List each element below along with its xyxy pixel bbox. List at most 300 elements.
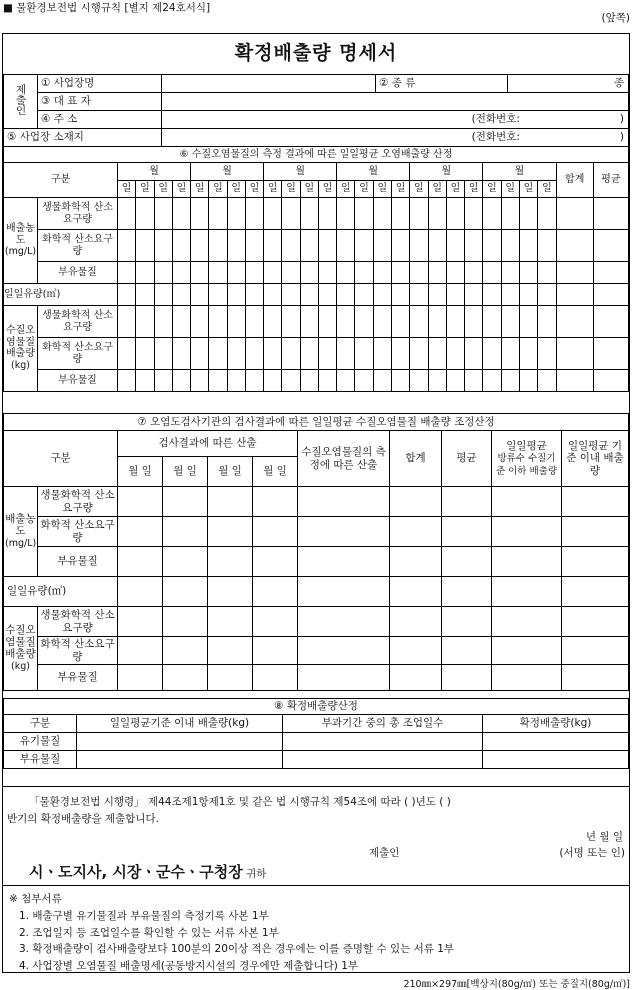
s6-value-cell[interactable]	[556, 306, 593, 338]
s6-value-cell[interactable]	[593, 338, 628, 370]
s6-value-cell[interactable]	[154, 306, 172, 338]
attach-title: ※ 첨부서류	[9, 893, 62, 905]
s6-value-cell[interactable]	[337, 198, 355, 230]
s7-value-cell[interactable]	[492, 637, 562, 665]
s6-value-cell[interactable]	[428, 198, 446, 230]
s6-value-cell[interactable]	[282, 338, 300, 370]
decl-text2: 반기의 확정배출량을 제출합니다.	[7, 813, 160, 825]
s6-value-cell[interactable]	[282, 306, 300, 338]
s6-value-cell[interactable]	[136, 370, 154, 392]
s7-value-cell[interactable]	[442, 517, 492, 547]
s6-value-cell[interactable]	[154, 230, 172, 262]
s7-value-cell[interactable]	[118, 517, 163, 547]
s6-value-cell[interactable]	[465, 230, 483, 262]
s6-value-cell[interactable]	[465, 370, 483, 392]
s7-value-cell[interactable]	[118, 577, 163, 607]
s7-value-cell[interactable]	[442, 547, 492, 577]
s6-value-cell[interactable]	[483, 198, 501, 230]
s6-value-cell[interactable]	[391, 306, 409, 338]
s6-value-cell[interactable]	[227, 198, 245, 230]
s6-day-header: 일	[501, 181, 519, 198]
s6-value-cell[interactable]	[136, 198, 154, 230]
s7-value-cell[interactable]	[208, 547, 253, 577]
s6-value-cell[interactable]	[337, 370, 355, 392]
s7-monthday: 월 일	[118, 457, 163, 487]
s6-value-cell[interactable]	[136, 284, 154, 306]
s6-value-cell[interactable]	[373, 262, 391, 284]
s6-value-cell[interactable]	[519, 198, 537, 230]
s7-monthday: 월 일	[163, 457, 208, 487]
s7-load-cod-label: 화학적 산소요구량	[38, 637, 118, 665]
s6-value-cell[interactable]	[337, 262, 355, 284]
s6-value-cell[interactable]	[373, 198, 391, 230]
s6-value-cell[interactable]	[264, 338, 282, 370]
s6-value-cell[interactable]	[593, 198, 628, 230]
s6-value-cell[interactable]	[245, 306, 263, 338]
s7-value-cell[interactable]	[253, 577, 298, 607]
s6-value-cell[interactable]	[318, 338, 336, 370]
s6-value-cell[interactable]	[501, 198, 519, 230]
page-side-label: (앞쪽)	[601, 12, 630, 24]
s6-value-cell[interactable]	[428, 284, 446, 306]
s6-value-cell[interactable]	[154, 370, 172, 392]
s7-value-cell[interactable]	[208, 607, 253, 637]
s6-value-cell[interactable]	[538, 338, 557, 370]
s7-value-cell[interactable]	[562, 547, 629, 577]
s6-month: 월	[191, 163, 264, 181]
s6-value-cell[interactable]	[446, 262, 464, 284]
s8-cell[interactable]	[77, 733, 283, 751]
s6-value-cell[interactable]	[172, 306, 190, 338]
s7-value-cell[interactable]	[562, 637, 629, 665]
s7-value-cell[interactable]	[208, 577, 253, 607]
s6-value-cell[interactable]	[355, 306, 373, 338]
s7-value-cell[interactable]	[562, 665, 629, 691]
s7-value-cell[interactable]	[442, 577, 492, 607]
s6-value-cell[interactable]	[318, 306, 336, 338]
s6-value-cell[interactable]	[245, 230, 263, 262]
attach-item: 3. 확정배출량이 검사배출량보다 100분의 20이상 적은 경우에는 이를 증명할 수 있는 서류 1부	[19, 943, 455, 955]
s6-value-cell[interactable]	[483, 284, 501, 306]
s7-value-cell[interactable]	[442, 607, 492, 637]
s6-value-cell[interactable]	[519, 230, 537, 262]
s8-cell[interactable]	[483, 751, 629, 769]
s6-value-cell[interactable]	[373, 306, 391, 338]
s6-day-header: 일	[410, 181, 428, 198]
s6-day-header: 일	[428, 181, 446, 198]
s7-emission-label: 배출농도 (mg/L)	[4, 487, 38, 577]
s6-value-cell[interactable]	[209, 230, 227, 262]
s7-value-cell[interactable]	[390, 547, 442, 577]
s6-value-cell[interactable]	[264, 306, 282, 338]
s6-value-cell[interactable]	[300, 230, 318, 262]
s6-value-cell[interactable]	[373, 230, 391, 262]
s6-cod-label: 화학적 산소요구량	[38, 230, 118, 262]
s6-value-cell[interactable]	[410, 284, 428, 306]
s6-value-cell[interactable]	[337, 338, 355, 370]
s6-value-cell[interactable]	[483, 306, 501, 338]
s6-value-cell[interactable]	[355, 370, 373, 392]
s7-value-cell[interactable]	[253, 637, 298, 665]
s6-day-header: 일	[264, 181, 282, 198]
s7-value-cell[interactable]	[163, 607, 208, 637]
s7-value-cell[interactable]	[163, 577, 208, 607]
s6-value-cell[interactable]	[191, 338, 209, 370]
s6-value-cell[interactable]	[519, 306, 537, 338]
s6-value-cell[interactable]	[465, 198, 483, 230]
s6-day-header: 일	[191, 181, 209, 198]
s6-value-cell[interactable]	[501, 230, 519, 262]
s6-value-cell[interactable]	[172, 338, 190, 370]
s7-value-cell[interactable]	[492, 517, 562, 547]
s6-value-cell[interactable]	[245, 370, 263, 392]
s6-value-cell[interactable]	[538, 284, 557, 306]
s6-value-cell[interactable]	[501, 262, 519, 284]
s6-load-cod-label: 화학적 산소요구량	[38, 338, 118, 370]
s7-value-cell[interactable]	[118, 637, 163, 665]
s6-value-cell[interactable]	[209, 306, 227, 338]
s7-value-cell[interactable]	[298, 517, 390, 547]
s6-value-cell[interactable]	[410, 370, 428, 392]
s7-value-cell[interactable]	[298, 665, 390, 691]
s6-value-cell[interactable]	[391, 198, 409, 230]
s6-value-cell[interactable]	[282, 230, 300, 262]
s6-value-cell[interactable]	[593, 230, 628, 262]
s7-flow-label: 일일유량(㎥)	[4, 577, 118, 607]
s6-value-cell[interactable]	[519, 370, 537, 392]
s7-value-cell[interactable]	[492, 577, 562, 607]
s7-value-cell[interactable]	[390, 665, 442, 691]
s7-value-cell[interactable]	[163, 665, 208, 691]
s6-value-cell[interactable]	[483, 230, 501, 262]
s6-ss-label: 부유물질	[38, 262, 118, 284]
address-field[interactable]: (전화번호: )	[162, 111, 629, 129]
s6-value-cell[interactable]	[136, 306, 154, 338]
s6-value-cell[interactable]	[483, 338, 501, 370]
s6-value-cell[interactable]	[465, 284, 483, 306]
s6-day-header: 일	[465, 181, 483, 198]
attach-list	[19, 908, 454, 974]
s7-value-cell[interactable]	[562, 517, 629, 547]
s6-day-header: 일	[227, 181, 245, 198]
s6-value-cell[interactable]	[391, 338, 409, 370]
s6-value-cell[interactable]	[428, 306, 446, 338]
attach-item: 1. 배출구별 유기물질과 부유물질의 측정기록 사본 1부	[19, 910, 269, 922]
s7-value-cell[interactable]	[208, 517, 253, 547]
s7-value-cell[interactable]	[442, 637, 492, 665]
s6-value-cell[interactable]	[355, 230, 373, 262]
s6-value-cell[interactable]	[410, 262, 428, 284]
s6-value-cell[interactable]	[264, 262, 282, 284]
s6-value-cell[interactable]	[501, 370, 519, 392]
s7-value-cell[interactable]	[492, 607, 562, 637]
s7-value-cell[interactable]	[208, 487, 253, 517]
s6-value-cell[interactable]	[245, 284, 263, 306]
s6-value-cell[interactable]	[355, 338, 373, 370]
s7-daily-avg: 일일평균 방류수 수질기준 이하 배출량	[492, 431, 562, 487]
s6-value-cell[interactable]	[501, 338, 519, 370]
s6-value-cell[interactable]	[538, 262, 557, 284]
s6-value-cell[interactable]	[136, 338, 154, 370]
s6-value-cell[interactable]	[154, 338, 172, 370]
s7-value-cell[interactable]	[390, 607, 442, 637]
applicant-label: 제출인	[4, 75, 38, 129]
s6-value-cell[interactable]	[300, 306, 318, 338]
location-field[interactable]: (전화번호: )	[162, 129, 629, 147]
s6-value-cell[interactable]	[318, 262, 336, 284]
s6-value-cell[interactable]	[538, 198, 557, 230]
s7-value-cell[interactable]	[118, 487, 163, 517]
s7-value-cell[interactable]	[253, 487, 298, 517]
s6-value-cell[interactable]	[483, 370, 501, 392]
s6-value-cell[interactable]	[318, 370, 336, 392]
s7-value-cell[interactable]	[163, 547, 208, 577]
s6-value-cell[interactable]	[227, 284, 245, 306]
s6-value-cell[interactable]	[465, 306, 483, 338]
s6-load-label: 수질오염물질배출량 (kg)	[4, 306, 38, 392]
s6-value-cell[interactable]	[428, 370, 446, 392]
s6-value-cell[interactable]	[245, 338, 263, 370]
s6-value-cell[interactable]	[172, 262, 190, 284]
s7-value-cell[interactable]	[163, 517, 208, 547]
s6-value-cell[interactable]	[245, 262, 263, 284]
s7-value-cell[interactable]	[253, 607, 298, 637]
s6-value-cell[interactable]	[519, 338, 537, 370]
s6-value-cell[interactable]	[264, 230, 282, 262]
s6-value-cell[interactable]	[318, 198, 336, 230]
s6-value-cell[interactable]	[118, 338, 136, 370]
s6-value-cell[interactable]	[264, 284, 282, 306]
s6-value-cell[interactable]	[227, 230, 245, 262]
decl-submitter: 제출인	[369, 847, 400, 859]
s7-value-cell[interactable]	[298, 607, 390, 637]
section7-table	[3, 413, 629, 691]
s6-value-cell[interactable]	[172, 284, 190, 306]
s6-day-header: 일	[282, 181, 300, 198]
s6-value-cell[interactable]	[118, 306, 136, 338]
s7-value-cell[interactable]	[390, 637, 442, 665]
s8-cell[interactable]	[483, 733, 629, 751]
s6-value-cell[interactable]	[428, 230, 446, 262]
s6-value-cell[interactable]	[282, 370, 300, 392]
s6-value-cell[interactable]	[556, 370, 593, 392]
s6-value-cell[interactable]	[446, 198, 464, 230]
s6-value-cell[interactable]	[136, 262, 154, 284]
s6-value-cell[interactable]	[264, 198, 282, 230]
s6-value-cell[interactable]	[593, 306, 628, 338]
s6-value-cell[interactable]	[136, 230, 154, 262]
s8-cell[interactable]	[77, 751, 283, 769]
s6-value-cell[interactable]	[282, 198, 300, 230]
s6-value-cell[interactable]	[446, 338, 464, 370]
s6-value-cell[interactable]	[191, 284, 209, 306]
s6-value-cell[interactable]	[446, 230, 464, 262]
s6-value-cell[interactable]	[373, 284, 391, 306]
s6-value-cell[interactable]	[191, 370, 209, 392]
s6-value-cell[interactable]	[483, 262, 501, 284]
s6-value-cell[interactable]	[538, 230, 557, 262]
s6-value-cell[interactable]	[209, 198, 227, 230]
s7-value-cell[interactable]	[163, 637, 208, 665]
s6-value-cell[interactable]	[446, 370, 464, 392]
s7-value-cell[interactable]	[492, 547, 562, 577]
s7-value-cell[interactable]	[562, 577, 629, 607]
s6-value-cell[interactable]	[172, 230, 190, 262]
s6-value-cell[interactable]	[391, 370, 409, 392]
s6-value-cell[interactable]	[264, 370, 282, 392]
s6-value-cell[interactable]	[191, 262, 209, 284]
s6-value-cell[interactable]	[556, 338, 593, 370]
s6-value-cell[interactable]	[428, 262, 446, 284]
s6-value-cell[interactable]	[300, 370, 318, 392]
s6-value-cell[interactable]	[227, 370, 245, 392]
section6-table	[3, 146, 629, 392]
s6-value-cell[interactable]	[501, 306, 519, 338]
s6-day-header: 일	[300, 181, 318, 198]
s7-value-cell[interactable]	[390, 517, 442, 547]
s6-value-cell[interactable]	[519, 284, 537, 306]
s7-total: 합계	[390, 431, 442, 487]
s6-day-header: 일	[373, 181, 391, 198]
s7-value-cell[interactable]	[253, 665, 298, 691]
s7-value-cell[interactable]	[562, 487, 629, 517]
s6-value-cell[interactable]	[318, 284, 336, 306]
s6-value-cell[interactable]	[538, 370, 557, 392]
s7-value-cell[interactable]	[298, 637, 390, 665]
business-name-field[interactable]	[162, 75, 376, 93]
s6-value-cell[interactable]	[410, 230, 428, 262]
s6-value-cell[interactable]	[209, 284, 227, 306]
s7-value-cell[interactable]	[492, 487, 562, 517]
s6-value-cell[interactable]	[355, 198, 373, 230]
s6-value-cell[interactable]	[593, 262, 628, 284]
s7-value-cell[interactable]	[208, 665, 253, 691]
s6-value-cell[interactable]	[318, 230, 336, 262]
s6-value-cell[interactable]	[556, 230, 593, 262]
s6-value-cell[interactable]	[209, 370, 227, 392]
s6-value-cell[interactable]	[538, 306, 557, 338]
s6-value-cell[interactable]	[191, 306, 209, 338]
s6-value-cell[interactable]	[118, 262, 136, 284]
s6-value-cell[interactable]	[300, 198, 318, 230]
s6-value-cell[interactable]	[191, 230, 209, 262]
s6-value-cell[interactable]	[118, 198, 136, 230]
s6-value-cell[interactable]	[227, 338, 245, 370]
s6-day-header: 일	[519, 181, 537, 198]
s6-value-cell[interactable]	[191, 198, 209, 230]
s6-value-cell[interactable]	[337, 306, 355, 338]
s6-value-cell[interactable]	[465, 262, 483, 284]
s6-value-cell[interactable]	[410, 306, 428, 338]
s6-value-cell[interactable]	[355, 262, 373, 284]
s6-value-cell[interactable]	[556, 262, 593, 284]
s6-value-cell[interactable]	[391, 262, 409, 284]
s6-value-cell[interactable]	[446, 284, 464, 306]
s6-value-cell[interactable]	[410, 198, 428, 230]
s6-value-cell[interactable]	[300, 338, 318, 370]
s6-value-cell[interactable]	[337, 230, 355, 262]
s6-value-cell[interactable]	[118, 230, 136, 262]
s7-value-cell[interactable]	[118, 547, 163, 577]
s6-value-cell[interactable]	[465, 338, 483, 370]
s6-value-cell[interactable]	[446, 306, 464, 338]
s6-value-cell[interactable]	[501, 284, 519, 306]
s6-value-cell[interactable]	[282, 262, 300, 284]
s6-value-cell[interactable]	[337, 284, 355, 306]
s6-value-cell[interactable]	[410, 338, 428, 370]
s6-value-cell[interactable]	[556, 284, 593, 306]
s7-value-cell[interactable]	[298, 577, 390, 607]
s8-col-within: 일일평균기준 이내 배출량(kg)	[77, 715, 283, 733]
s7-value-cell[interactable]	[442, 487, 492, 517]
form-title: 확정배출량 명세서	[234, 42, 398, 64]
s7-value-cell[interactable]	[118, 665, 163, 691]
s6-value-cell[interactable]	[245, 198, 263, 230]
s6-value-cell[interactable]	[209, 262, 227, 284]
s6-value-cell[interactable]	[300, 284, 318, 306]
business-name-label: ① 사업장명	[38, 75, 162, 93]
s7-value-cell[interactable]	[390, 577, 442, 607]
s6-month: 월	[118, 163, 191, 181]
s6-value-cell[interactable]	[391, 284, 409, 306]
s7-value-cell[interactable]	[163, 487, 208, 517]
s7-avg: 평균	[442, 431, 492, 487]
s7-value-cell[interactable]	[118, 607, 163, 637]
s8-cell[interactable]	[283, 751, 483, 769]
s7-value-cell[interactable]	[253, 517, 298, 547]
s7-gubun: 구분	[4, 431, 118, 487]
s7-value-cell[interactable]	[492, 665, 562, 691]
s6-value-cell[interactable]	[209, 338, 227, 370]
s7-ss-label: 부유물질	[38, 547, 118, 577]
s6-value-cell[interactable]	[118, 284, 136, 306]
s6-value-cell[interactable]	[227, 262, 245, 284]
type-field[interactable]: 종	[508, 75, 629, 93]
s7-value-cell[interactable]	[390, 487, 442, 517]
s6-value-cell[interactable]	[282, 284, 300, 306]
s6-value-cell[interactable]	[154, 262, 172, 284]
s6-value-cell[interactable]	[300, 262, 318, 284]
s6-value-cell[interactable]	[593, 284, 628, 306]
s6-value-cell[interactable]	[172, 370, 190, 392]
address-label: ④ 주 소	[38, 111, 162, 129]
s7-value-cell[interactable]	[253, 547, 298, 577]
s6-value-cell[interactable]	[593, 370, 628, 392]
s6-value-cell[interactable]	[118, 370, 136, 392]
s6-value-cell[interactable]	[154, 284, 172, 306]
s7-value-cell[interactable]	[298, 547, 390, 577]
s7-value-cell[interactable]	[298, 487, 390, 517]
s6-value-cell[interactable]	[428, 338, 446, 370]
s8-cell[interactable]	[283, 733, 483, 751]
s7-value-cell[interactable]	[208, 637, 253, 665]
s6-value-cell[interactable]	[556, 198, 593, 230]
s7-value-cell[interactable]	[442, 665, 492, 691]
s6-value-cell[interactable]	[172, 198, 190, 230]
s6-value-cell[interactable]	[391, 230, 409, 262]
s6-value-cell[interactable]	[519, 262, 537, 284]
s6-value-cell[interactable]	[373, 338, 391, 370]
representative-field[interactable]	[162, 93, 629, 111]
s7-monthday: 월 일	[208, 457, 253, 487]
s6-value-cell[interactable]	[154, 198, 172, 230]
s6-value-cell[interactable]	[373, 370, 391, 392]
s6-value-cell[interactable]	[227, 306, 245, 338]
s6-value-cell[interactable]	[355, 284, 373, 306]
attachments	[3, 885, 629, 972]
s8-col-days: 부과기간 중의 총 조업일수	[283, 715, 483, 733]
s7-value-cell[interactable]	[562, 607, 629, 637]
